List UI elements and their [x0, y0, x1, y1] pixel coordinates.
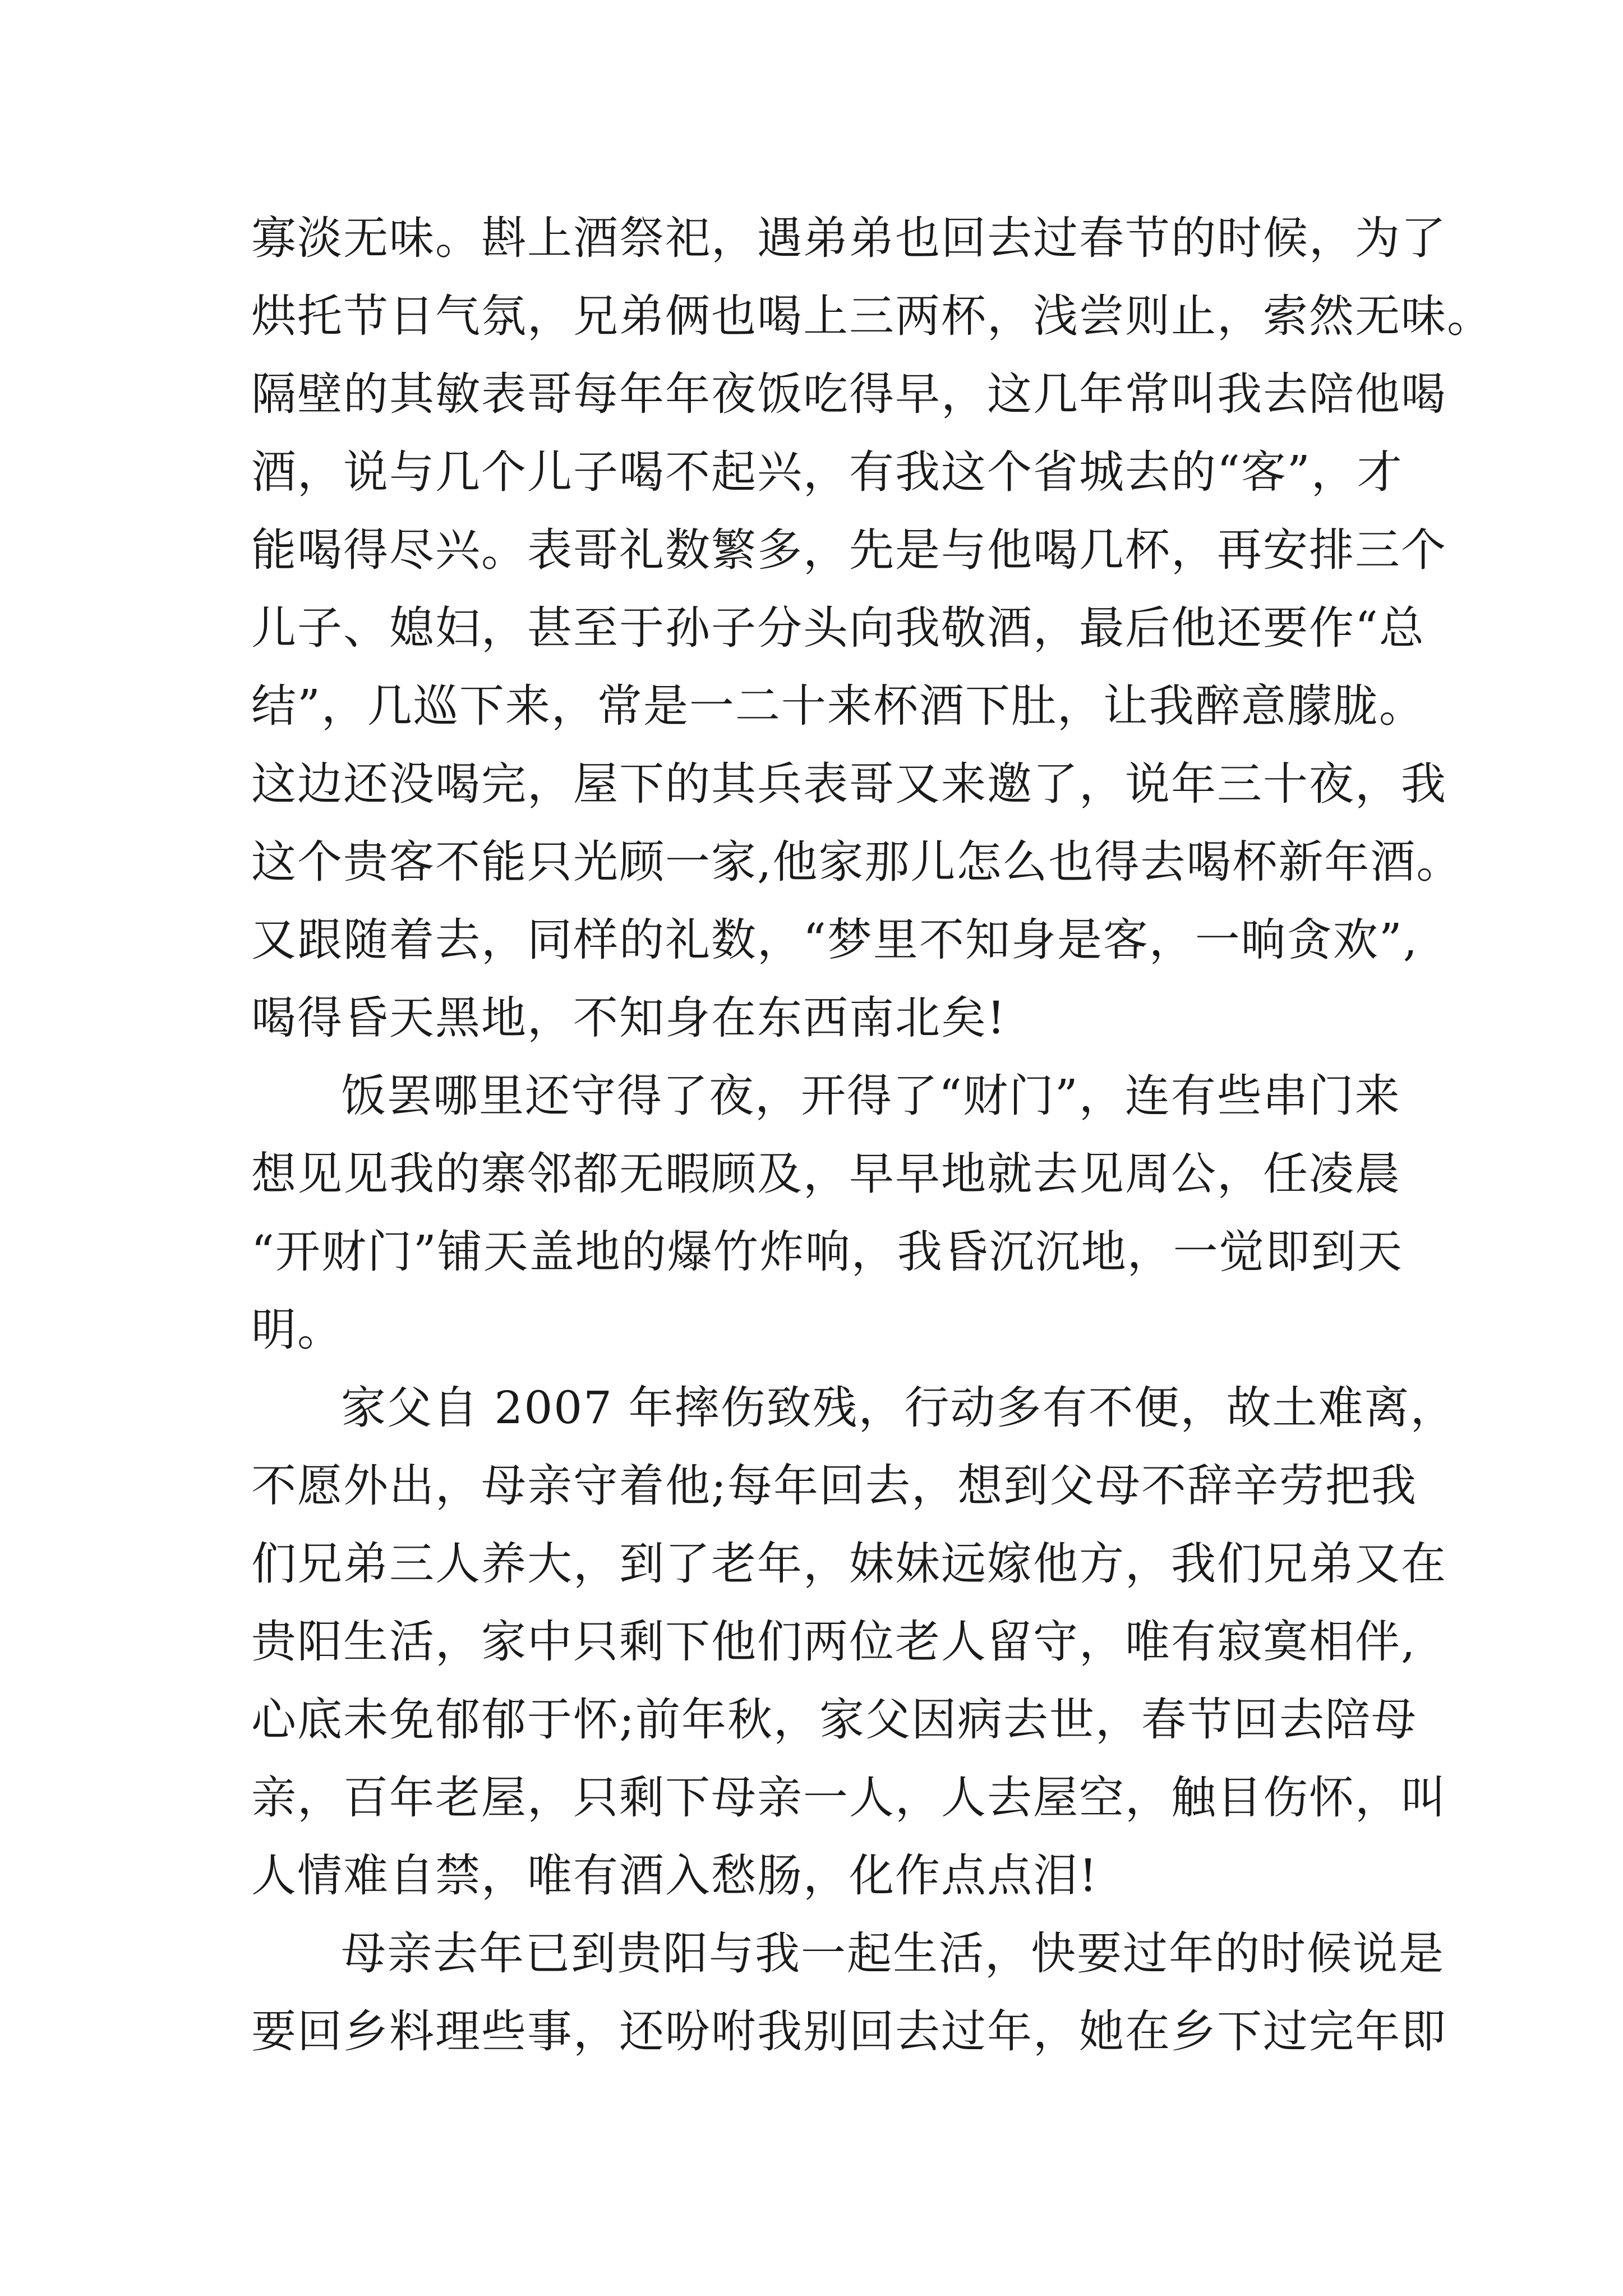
text-line: 人情难自禁，唯有酒入愁肠，化作点点泪!: [251, 1849, 1099, 1902]
text-line: 结”，几巡下来，常是一二十来杯酒下肚，让我醉意朦胧。: [251, 680, 1425, 732]
text-line: 不愿外出，母亲守着他;每年回去，想到父母不辞辛劳把我: [251, 1460, 1417, 1512]
text-line: 家父自 2007 年摔伤致残，行动多有不便，故土难离，: [341, 1382, 1456, 1434]
text-line: 酒，说与几个儿子喝不起兴，有我这个省城去的“客”，才: [251, 446, 1403, 498]
text-line: 贵阳生活，家中只剩下他们两位老人留守，唯有寂寞相伴,: [251, 1616, 1417, 1668]
text-line: 们兄弟三人养大，到了老年，妹妹远嫁他方，我们兄弟又在: [251, 1538, 1447, 1590]
text-line: 母亲去年已到贵阳与我一起生活，快要过年的时候说是: [341, 1927, 1445, 1980]
text-line: 亲，百年老屋，只剩下母亲一人，人去屋空，触目伤怀，叫: [251, 1772, 1447, 1824]
text-line: 隔壁的其敏表哥每年年夜饭吃得早，这几年常叫我去陪他喝: [251, 368, 1447, 420]
text-line: 寡淡无味。斟上酒祭祀，遇弟弟也回去过春节的时候，为了: [251, 212, 1447, 264]
text-line: 能喝得尽兴。表哥礼数繁多，先是与他喝几杯，再安排三个: [251, 524, 1447, 576]
text-line: 这边还没喝完，屋下的其兵表哥又来邀了，说年三十夜，我: [251, 758, 1447, 810]
text-line: 又跟随着去，同样的礼数，“梦里不知身是客，一晌贪欢”,: [251, 914, 1419, 966]
text-line: 饭罢哪里还守得了夜，开得了“财门”，连有些串门来: [341, 1070, 1401, 1122]
text-line: 这个贵客不能只光顾一家,他家那儿怎么也得去喝杯新年酒。: [251, 836, 1463, 888]
text-line: 明。: [251, 1304, 343, 1356]
text-line: 儿子、媳妇，甚至于孙子分头向我敬酒，最后他还要作“总: [251, 602, 1425, 654]
text-line: “开财门”铺天盖地的爆竹炸响，我昏沉沉地，一觉即到天: [251, 1226, 1403, 1278]
text-line: 想见见我的寨邻都无暇顾及，早早地就去见周公，任凌晨: [251, 1148, 1401, 1200]
text-line: 喝得昏天黑地，不知身在东西南北矣!: [251, 992, 1007, 1044]
text-line: 要回乡料理些事，还吩咐我别回去过年，她在乡下过完年即: [251, 2005, 1447, 2058]
text-line: 心底未免郁郁于怀;前年秋，家父因病去世，春节回去陪母: [251, 1694, 1417, 1746]
text-line: 烘托节日气氛，兄弟俩也喝上三两杯，浅尝则止，索然无味。: [251, 290, 1493, 342]
